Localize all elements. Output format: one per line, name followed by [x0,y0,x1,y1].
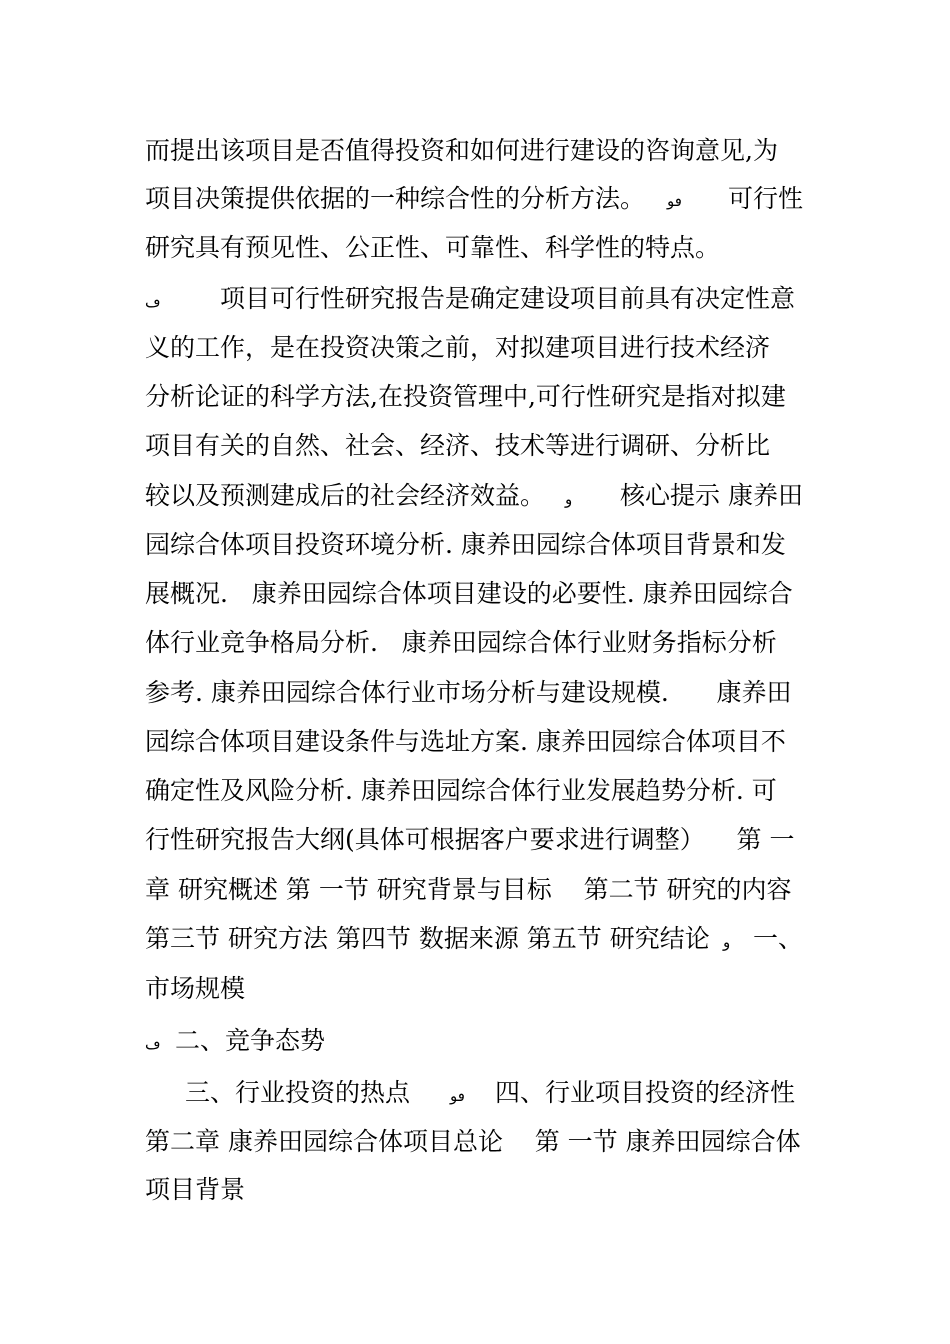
paragraph-mark-icon: ڡ [145,1035,161,1053]
text-segment: 第三节 研究方法 第四节 数据来源 第五节 研究结论 [145,924,710,953]
text-segment: 可行性 [728,184,804,213]
text-segment: 二、竞争态势 [175,1026,326,1055]
text-line [145,476,810,516]
text-segment: 四、行业项目投资的经济性 [495,1078,796,1107]
text-line: 义的工作，是在投资决策之前，对拟建项目进行技术经济 [145,333,771,362]
text-line: 章 研究概述 第 一节 研究背景与目标 第二节 研究的内容 [145,875,792,904]
text-segment: 项目决策提供依据的一种综合性的分析方法。 [145,184,646,213]
text-line: 市场规模 [145,974,246,1003]
text-line: 行性研究报告大纲(具体可根据客户要求进行调整） 第 一 [145,825,795,854]
text-line: 展概况. 康养田园综合体项目建设的必要性. 康养田园综合 [145,579,793,608]
text-line: 项目背景 [145,1175,246,1204]
paragraph-mark-icon: و [565,490,573,508]
text-line [145,1073,810,1113]
text-line: 而提出该项目是否值得投资和如何进行建设的咨询意见,为 [145,136,778,165]
text-line: 第二章 康养田园综合体项目总论 第 一节 康养田园综合体 [145,1127,801,1156]
text-line: 园综合体项目建设条件与选址方案. 康养田园综合体项目不 [145,727,786,756]
text-line [145,919,810,959]
text-line [145,279,810,319]
text-line [145,179,810,219]
text-line: 参考. 康养田园综合体行业市场分析与建设规模. 康养田 [145,678,792,707]
paragraph-mark-icon: و [723,933,731,951]
text-line: 分析论证的科学方法,在投资管理中,可行性研究是指对拟建 [145,382,786,411]
paragraph-mark-icon: ڡو [667,192,682,210]
text-line: 项目有关的自然、社会、经济、技术等进行调研、分析比 [145,431,771,460]
text-line [145,1021,810,1061]
paragraph-mark-icon: ڡ [145,293,161,311]
text-line: 园综合体项目投资环境分析. 康养田园综合体项目背景和发 [145,530,786,559]
text-line: 确定性及风险分析. 康养田园综合体行业发展趋势分析. 可 [145,776,777,805]
text-segment: 三、行业投资的热点 [185,1078,411,1107]
text-line: 研究具有预见性、公正性、可靠性、科学性的特点。 [145,233,721,262]
text-segment: 一、 [753,924,804,953]
text-line: 体行业竞争格局分析. 康养田园综合体行业财务指标分析 [145,628,777,657]
text-segment: 项目可行性研究报告是确定建设项目前具有决定性意 [220,284,796,313]
text-segment: 较以及预测建成后的社会经济效益。 [145,481,546,510]
text-segment: 核心提示 康养田 [620,481,803,510]
paragraph-mark-icon: ڡو [450,1087,465,1105]
